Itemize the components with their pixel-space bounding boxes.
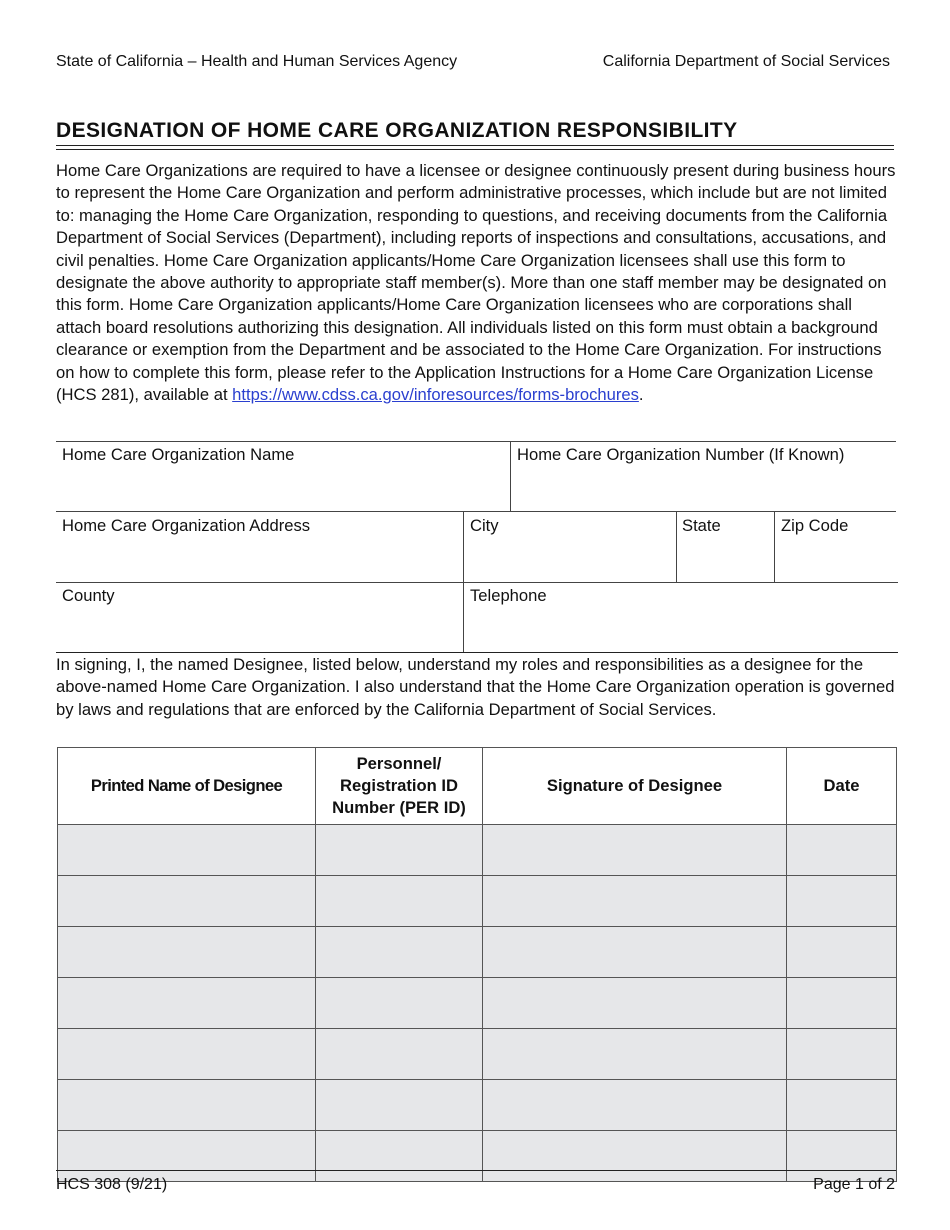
date-cell[interactable]	[787, 876, 897, 927]
table-row	[58, 978, 897, 1029]
org-name-label: Home Care Organization Name	[62, 445, 295, 464]
grid-line-bottom	[56, 652, 898, 653]
date-cell[interactable]	[787, 1029, 897, 1080]
per-id-cell[interactable]	[316, 825, 483, 876]
printed-name-cell[interactable]	[58, 978, 316, 1029]
col-per-id-line2: Registration ID	[339, 776, 458, 795]
date-cell[interactable]	[787, 1080, 897, 1131]
per-id-cell[interactable]	[316, 1131, 483, 1182]
table-row	[58, 825, 897, 876]
telephone-input[interactable]	[470, 613, 894, 647]
zip-label: Zip Code	[781, 516, 849, 535]
city-input[interactable]	[470, 543, 674, 577]
grid-divider-city	[676, 511, 677, 582]
organization-info-grid	[56, 441, 898, 653]
printed-name-cell[interactable]	[58, 1080, 316, 1131]
form-id: HCS 308 (9/21)	[56, 1176, 168, 1193]
signature-cell[interactable]	[483, 825, 787, 876]
intro-text: Home Care Organizations are required to have a licensee or designee continuously present during business hours to represent the Home Care Organization and perform administrative processes, which include but are not limited to: managing the Home Care Organization, responding to questions, and receiving documents from the California Department of Social Services (Department), including reports of inspections and consultations, accusations, and civil penalties. Home Care Organization applicants/Home Care Organization licensees shall use this form to designate the above authority to appropriate staff member(s). More than one staff member may be designated on this form. Home Care Organization applicants/Home Care Organization licensees who are corporations shall attach board resolutions authorizing this designation. All individuals listed on this form must obtain a background clearance or exemption from the Department and be associated to the Home Care Organization. For instructions on how to complete this form, please refer to the Application Instructions for a Home Care Organization License (HCS 281), available at	[56, 161, 896, 405]
col-printed-name: Printed Name of Designee	[58, 748, 316, 825]
intro-paragraph	[56, 160, 898, 406]
header-department: California Department of Social Services	[602, 53, 890, 70]
per-id-cell[interactable]	[316, 1029, 483, 1080]
table-row	[58, 1080, 897, 1131]
state-label: State	[682, 516, 721, 535]
title-rule-bottom	[56, 149, 894, 150]
footer-rule	[56, 1170, 896, 1171]
col-per-id-line1: Personnel/	[356, 754, 442, 773]
signing-statement: In signing, I, the named Designee, listed below, understand my roles and responsibilities as a designee for the above-named Home Care Organization. I also understand that the Home Care Organization operation is governed by laws and regulations that are enforced by the California Department of Social Services.	[56, 655, 895, 719]
table-row	[58, 927, 897, 978]
col-date: Date	[787, 748, 897, 825]
title-rule-top	[56, 145, 894, 146]
city-label: City	[470, 516, 499, 535]
printed-name-cell[interactable]	[58, 927, 316, 978]
intro-end: .	[638, 385, 644, 405]
zip-input[interactable]	[781, 543, 897, 577]
signature-cell[interactable]	[483, 1029, 787, 1080]
col-per-id-line3: Number (PER ID)	[332, 798, 466, 817]
grid-line-row2	[56, 582, 898, 583]
col-per-id	[316, 748, 483, 825]
org-name-input[interactable]	[62, 471, 506, 505]
org-number-input[interactable]	[517, 471, 897, 505]
grid-line-row1	[56, 511, 896, 512]
date-cell[interactable]	[787, 978, 897, 1029]
form-title: DESIGNATION OF HOME CARE ORGANIZATION RESPONSIBILITY	[56, 119, 738, 142]
grid-divider-state	[774, 511, 775, 582]
forms-brochures-link[interactable]: https://www.cdss.ca.gov/inforesources/forms-brochures	[232, 385, 639, 405]
per-id-cell[interactable]	[316, 927, 483, 978]
signature-cell[interactable]	[483, 876, 787, 927]
printed-name-cell[interactable]	[58, 1029, 316, 1080]
per-id-cell[interactable]	[316, 978, 483, 1029]
printed-name-cell[interactable]	[58, 1131, 316, 1182]
date-cell[interactable]	[787, 825, 897, 876]
county-label: County	[62, 586, 115, 605]
header-agency: State of California – Health and Human Services Agency	[56, 53, 458, 70]
table-row	[58, 876, 897, 927]
telephone-label: Telephone	[470, 586, 547, 605]
col-signature: Signature of Designee	[483, 748, 787, 825]
address-input[interactable]	[62, 543, 462, 577]
designee-table-header	[58, 748, 897, 825]
per-id-cell[interactable]	[316, 876, 483, 927]
address-label: Home Care Organization Address	[62, 516, 311, 535]
table-row	[58, 1029, 897, 1080]
grid-divider-address	[463, 511, 464, 652]
county-input[interactable]	[62, 613, 462, 647]
date-cell[interactable]	[787, 927, 897, 978]
org-number-label: Home Care Organization Number (If Known)	[517, 445, 845, 464]
printed-name-cell[interactable]	[58, 825, 316, 876]
signature-cell[interactable]	[483, 978, 787, 1029]
signature-cell[interactable]	[483, 1131, 787, 1182]
grid-line-top	[56, 441, 896, 442]
designee-table	[57, 747, 897, 1182]
page-number: Page 1 of 2	[813, 1176, 895, 1193]
per-id-cell[interactable]	[316, 1080, 483, 1131]
table-row	[58, 1131, 897, 1182]
grid-divider-name	[510, 441, 511, 511]
signature-cell[interactable]	[483, 1080, 787, 1131]
date-cell[interactable]	[787, 1131, 897, 1182]
printed-name-cell[interactable]	[58, 876, 316, 927]
state-input[interactable]	[682, 543, 772, 577]
signature-cell[interactable]	[483, 927, 787, 978]
